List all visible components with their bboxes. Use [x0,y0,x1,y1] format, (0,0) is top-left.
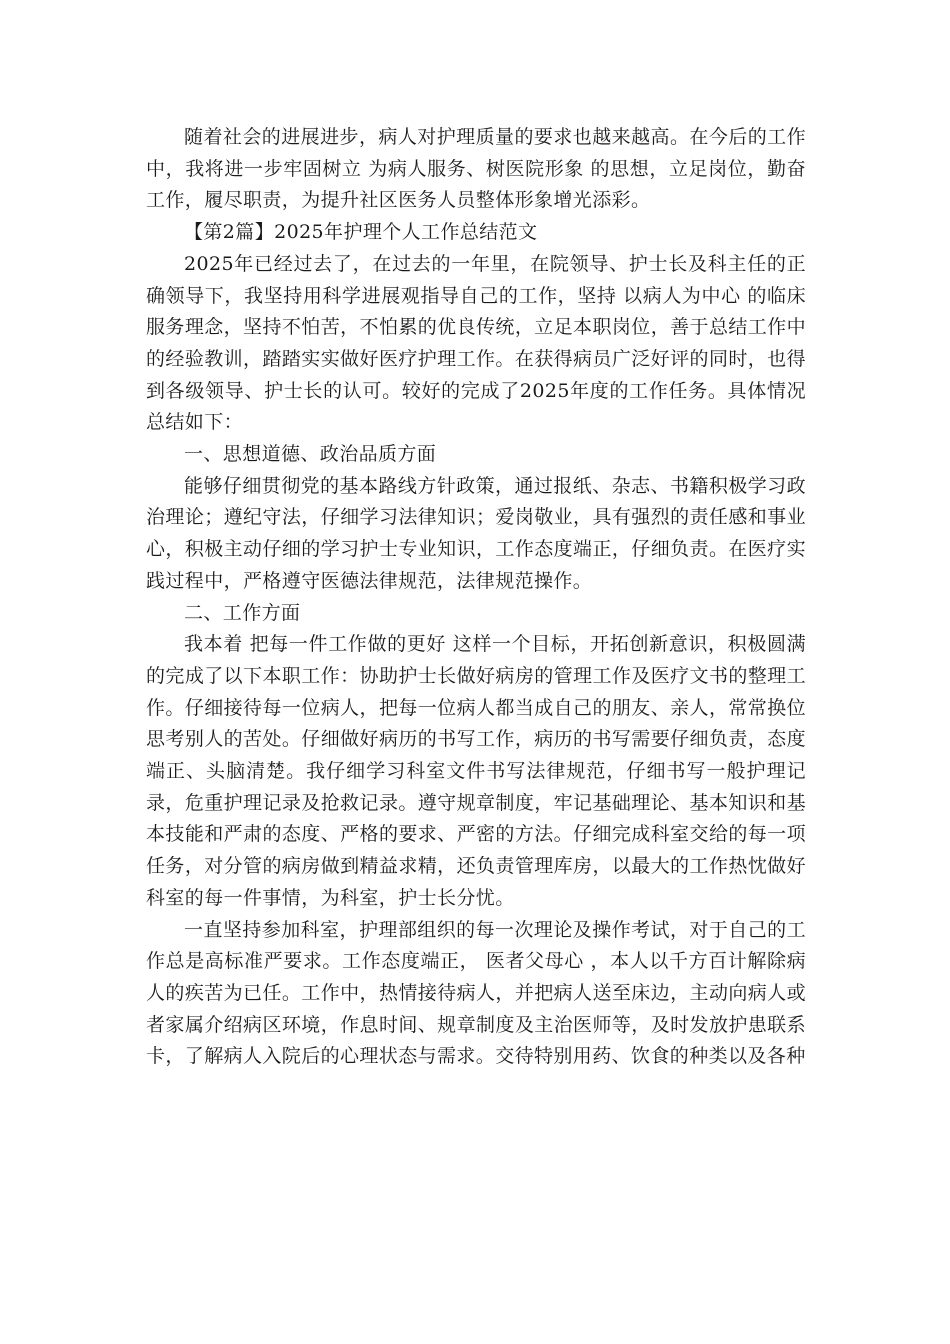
document-body [146,122,806,1073]
section-heading-work: 二、工作方面 [184,601,301,624]
paragraph-work: 我本着 把每一件工作做的更好 这样一个目标，开拓创新意识，积极圆满的完成了以下本职工作：协助护士长做好病房的管理工作及医疗文书的整理工作。仔细接待每一位病人，把每一位病人都当成自己的朋友、亲人，常常换位思考别人的苦处。仔细做好病历的书写工作，病历的书写需要仔细负责，态度端正、头脑清楚。我仔细学习科室文件书写法律规范，仔细书写一般护理记录，危重护理记录及抢救记录。遵守规章制度，牢记基础理论、基本知识和基本技能和严肃的态度、严格的要求、严密的方法。仔细完成科室交给的每一项任务，对分管的病房做到精益求精，还负责管理库房，以最大的工作热忱做好科室的每一件事情，为科室，护士长分忧。 [146,633,806,909]
paragraph-closing-previous: 随着社会的进展进步，病人对护理质量的要求也越来越高。在今后的工作中，我将进一步牢固树立 为病人服务、树医院形象 的思想，立足岗位，勤奋工作，履尽职责，为提升社区医务人员整体形象增光添彩。 [146,126,806,212]
article-heading: 【第2篇】2025年护理个人工作总结范文 [184,221,538,244]
paragraph-intro: 2025年已经过去了，在过去的一年里，在院领导、护士长及科主任的正确领导下，我坚持用科学进展观指导自己的工作，坚持 以病人为中心 的临床服务理念，坚持不怕苦，不怕累的优良传统，立足本职岗位，善于总结工作中的经验教训，踏踏实实做好医疗护理工作。在获得病员广泛好评的同时，也得到各级领导、护士长的认可。较好的完成了2025年度的工作任务。具体情况总结如下： [146,252,806,434]
paragraph-morality: 能够仔细贯彻党的基本路线方针政策，通过报纸、杂志、书籍积极学习政治理论；遵纪守法，仔细学习法律知识；爱岗敬业，具有强烈的责任感和事业心，积极主动仔细的学习护士专业知识，工作态度端正，仔细负责。在医疗实践过程中，严格遵守医德法律规范，法律规范操作。 [146,474,806,592]
paragraph-exams: 一直坚持参加科室，护理部组织的每一次理论及操作考试，对于自己的工作总是高标准严要求。工作态度端正， 医者父母心 ，本人以千方百计解除病人的疾苦为已任。工作中，热情接待病人，并把病人送至床边，主动向病人或者家属介绍病区环境，作息时间、规章制度及主治医师等，及时发放护患联系卡，了解病人入院后的心理状态与需求。交待特别用药、饮食的种类以及各种 [146,918,806,1068]
section-heading-morality: 一、思想道德、政治品质方面 [184,443,437,466]
